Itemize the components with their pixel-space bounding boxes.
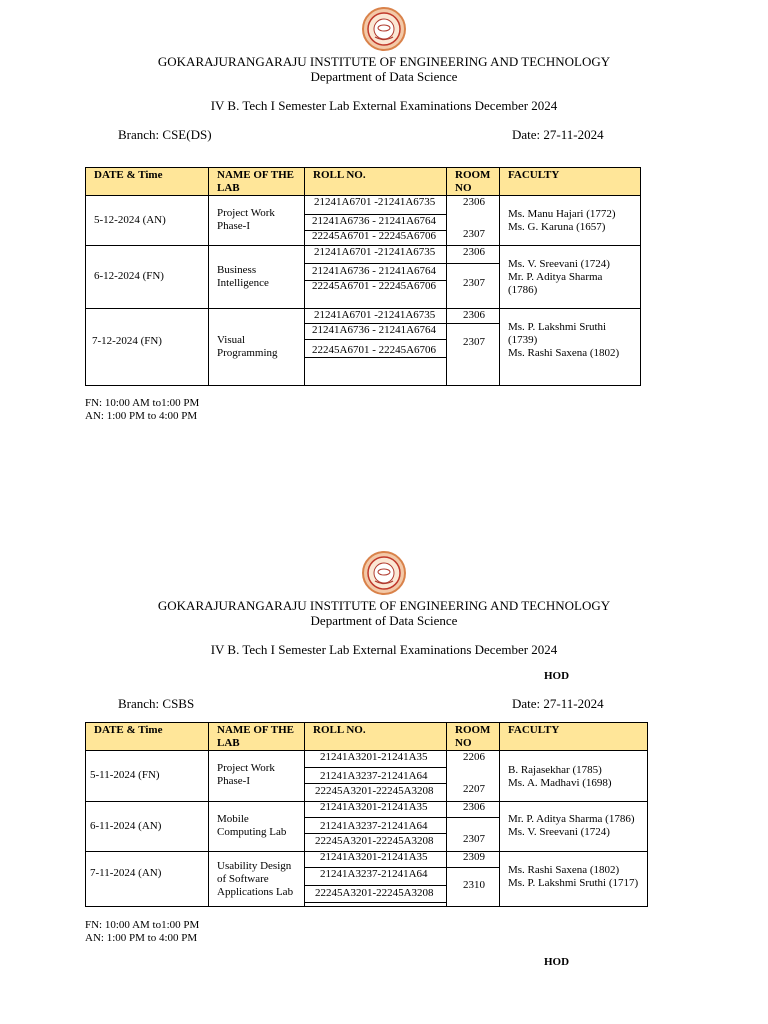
row-room: 2306	[463, 196, 485, 208]
row-faculty: Mr. P. Aditya Sharma	[508, 271, 603, 283]
row-room: 2306	[463, 246, 485, 258]
row-roll-range: 21241A6701 -21241A6735	[314, 196, 436, 208]
row-lab-name: Intelligence	[217, 277, 269, 289]
department-name: Department of Data Science	[310, 613, 458, 628]
row-date-time: 7-11-2024 (AN)	[90, 867, 162, 879]
row-faculty: Ms. G. Karuna (1657)	[508, 221, 606, 233]
row-faculty: Ms. V. Sreevani (1724)	[508, 826, 610, 838]
schedule-table	[85, 722, 648, 907]
row-roll-range: 21241A3201-21241A35	[320, 801, 428, 813]
row-room: 2307	[463, 228, 485, 240]
row-faculty: Ms. Rashi Saxena (1802)	[508, 347, 620, 359]
row-lab-name: of Software	[217, 873, 269, 885]
row-faculty: Ms. Manu Hajari (1772)	[508, 208, 616, 220]
timing-fn: FN: 10:00 AM to1:00 PM	[85, 919, 200, 931]
row-roll-range: 21241A3201-21241A35	[320, 851, 428, 863]
row-room: 2310	[463, 879, 485, 891]
row-roll-range: 22245A6701 - 22245A6706	[312, 280, 437, 292]
row-faculty: B. Rajasekhar (1785)	[508, 764, 602, 776]
row-roll-range: 21241A6701 -21241A6735	[314, 246, 436, 258]
header-room-no: ROOM NO	[446, 167, 499, 196]
row-lab-name: Computing Lab	[217, 826, 287, 838]
row-roll-range: 21241A3237-21241A64	[320, 868, 428, 880]
header-roll-no: ROLL NO.	[304, 722, 446, 751]
timing-an: AN: 1:00 PM to 4:00 PM	[85, 932, 198, 944]
header-roll-no: ROLL NO.	[304, 167, 446, 196]
row-room: 2206	[463, 751, 485, 763]
date-label: Date: 27-11-2024	[512, 127, 604, 142]
row-faculty: (1786)	[508, 284, 538, 296]
row-faculty: Ms. P. Lakshmi Sruthi (1717)	[508, 877, 639, 889]
row-date-time: 6-11-2024 (AN)	[90, 820, 162, 832]
timing-an: AN: 1:00 PM to 4:00 PM	[85, 410, 198, 422]
institute-name: GOKARAJURANGARAJU INSTITUTE OF ENGINEERING AND TECHNOLOGY	[157, 598, 611, 613]
row-roll-range: 21241A3237-21241A64	[320, 770, 428, 782]
row-roll-range: 21241A3237-21241A64	[320, 820, 428, 832]
row-room: 2306	[463, 309, 485, 321]
row-roll-range: 22245A3201-22245A3208	[315, 887, 434, 899]
header-faculty: FACULTY	[499, 722, 648, 751]
row-lab-name: Project Work	[217, 762, 275, 774]
row-faculty: Ms. A. Madhavi (1698)	[508, 777, 612, 789]
row-roll-range: 21241A3201-21241A35	[320, 751, 428, 763]
row-lab-name: Phase-I	[217, 775, 250, 787]
row-date-time: 6-12-2024 (FN)	[94, 270, 164, 282]
hod-signature-bottom: HOD	[544, 956, 570, 968]
row-faculty: Ms. P. Lakshmi Sruthi	[508, 321, 607, 333]
hod-signature-top: HOD	[544, 670, 570, 682]
row-room: 2307	[463, 833, 485, 845]
header-lab-name: NAME OF THE LAB	[208, 722, 304, 751]
exam-timings	[85, 397, 199, 423]
row-lab-name: Visual	[217, 334, 246, 346]
row-room: 2309	[463, 851, 485, 863]
row-lab-name: Business	[217, 264, 257, 276]
row-lab-name: Usability Design	[217, 860, 292, 872]
header-faculty: FACULTY	[499, 167, 641, 196]
row-date-time: 5-12-2024 (AN)	[94, 214, 166, 226]
row-lab-name: Programming	[217, 347, 278, 359]
row-roll-range: 21241A6736 - 21241A6764	[312, 265, 437, 277]
date-label: Date: 27-11-2024	[512, 696, 604, 711]
row-room: 2306	[463, 801, 485, 813]
row-faculty: (1739)	[508, 334, 538, 346]
row-roll-range: 21241A6736 - 21241A6764	[312, 324, 437, 336]
row-roll-range: 22245A3201-22245A3208	[315, 835, 434, 847]
header-room-no: ROOM NO	[446, 722, 499, 751]
row-date-time: 5-11-2024 (FN)	[90, 769, 160, 781]
row-faculty: Mr. P. Aditya Sharma (1786)	[508, 813, 635, 825]
row-lab-name: Phase-I	[217, 220, 250, 232]
header-date-time: DATE & Time	[85, 167, 208, 196]
row-date-time: 7-12-2024 (FN)	[92, 335, 162, 347]
row-faculty: Ms. V. Sreevani (1724)	[508, 258, 610, 270]
row-lab-name: Applications Lab	[217, 886, 294, 898]
row-roll-range: 22245A6701 - 22245A6706	[312, 230, 437, 242]
row-roll-range: 21241A6736 - 21241A6764	[312, 215, 437, 227]
branch-label: Branch: CSE(DS)	[118, 127, 212, 142]
row-room: 2207	[463, 783, 485, 795]
college-emblem-icon	[361, 6, 407, 52]
row-lab-name: Project Work	[217, 207, 275, 219]
row-roll-range: 22245A3201-22245A3208	[315, 785, 434, 797]
timing-fn: FN: 10:00 AM to1:00 PM	[85, 397, 200, 409]
department-name: Department of Data Science	[310, 69, 458, 84]
header-lab-name: NAME OF THE LAB	[208, 167, 304, 196]
exam-title: IV B. Tech I Semester Lab External Examinations December 2024	[210, 98, 558, 113]
header-date-time: DATE & Time	[85, 722, 208, 751]
college-emblem-icon	[361, 550, 407, 596]
row-room: 2307	[463, 336, 485, 348]
row-roll-range: 21241A6701 -21241A6735	[314, 309, 436, 321]
institute-name: GOKARAJURANGARAJU INSTITUTE OF ENGINEERING AND TECHNOLOGY	[157, 54, 611, 69]
row-faculty: Ms. Rashi Saxena (1802)	[508, 864, 620, 876]
branch-label: Branch: CSBS	[118, 696, 195, 711]
row-roll-range: 22245A6701 - 22245A6706	[312, 344, 437, 356]
schedule-table	[85, 167, 641, 386]
exam-title: IV B. Tech I Semester Lab External Examinations December 2024	[210, 642, 558, 657]
exam-timings	[85, 919, 199, 945]
row-room: 2307	[463, 277, 485, 289]
row-lab-name: Mobile	[217, 813, 249, 825]
